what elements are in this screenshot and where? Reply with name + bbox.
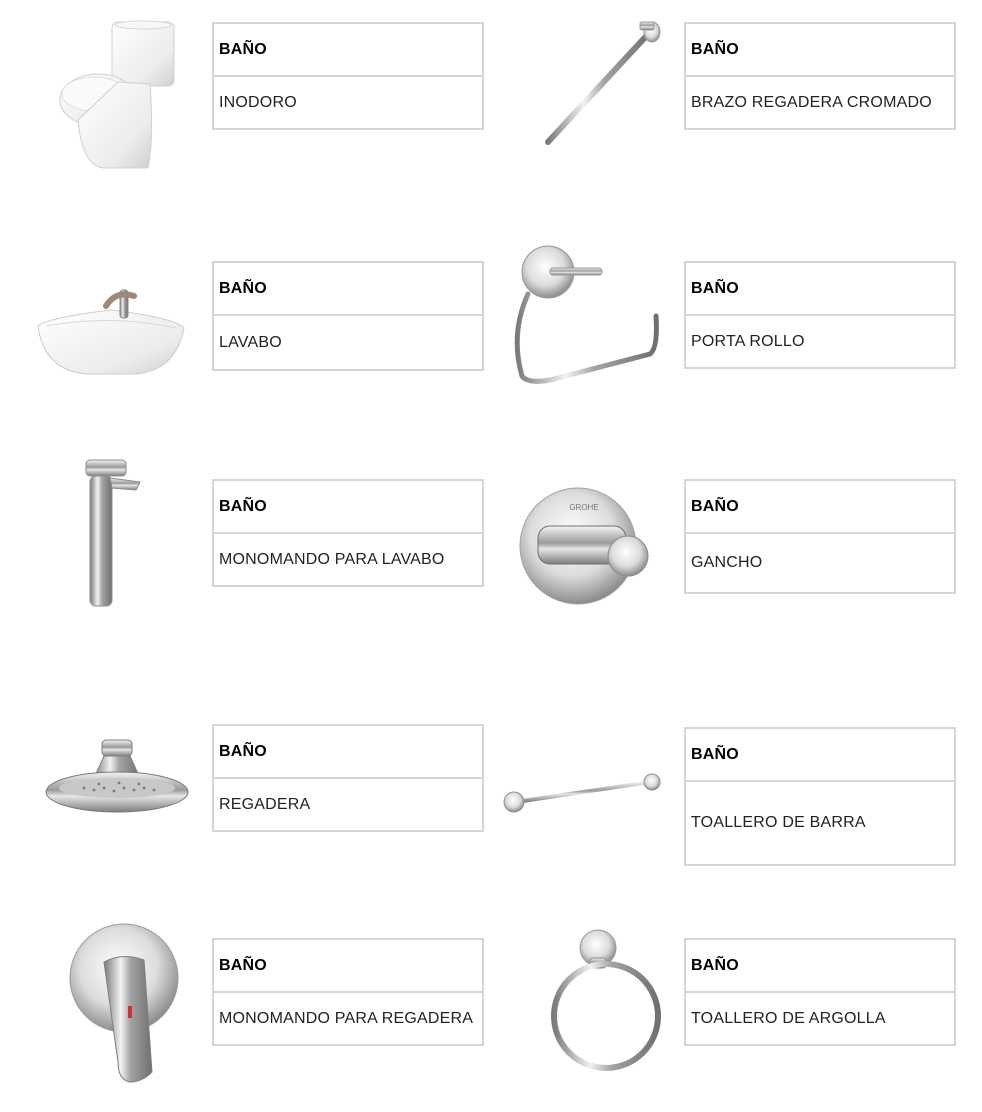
towel-ring-icon — [548, 928, 666, 1080]
product-name: LAVABO — [219, 333, 282, 351]
category-label: BAÑO — [686, 263, 954, 316]
toilet-icon — [58, 20, 180, 172]
towel-bar-icon — [502, 770, 664, 816]
product-name: INODORO — [219, 93, 297, 111]
category-label: BAÑO — [214, 481, 482, 534]
shower-mixer-icon — [58, 922, 190, 1084]
product-table — [684, 479, 956, 594]
product-name: MONOMANDO PARA REGADERA — [219, 1009, 474, 1027]
product-name: BRAZO REGADERA CROMADO — [691, 93, 932, 111]
category-label: BAÑO — [686, 481, 954, 534]
washbasin-icon — [36, 284, 186, 378]
product-table — [212, 22, 484, 130]
category-label: BAÑO — [686, 729, 954, 782]
product-table — [684, 22, 956, 130]
category-label: BAÑO — [214, 263, 482, 316]
category-label: BAÑO — [686, 940, 954, 993]
product-table — [212, 724, 484, 832]
product-table — [684, 727, 956, 866]
basin-mixer-icon — [84, 458, 144, 608]
product-name: GANCHO — [691, 554, 763, 571]
product-name: MONOMANDO PARA LAVABO — [219, 550, 445, 568]
toilet-roll-holder-icon — [510, 244, 660, 386]
brand-mark: GROHE — [569, 503, 599, 512]
product-table — [212, 479, 484, 587]
product-table — [212, 261, 484, 371]
product-name: TOALLERO DE ARGOLLA — [691, 1009, 886, 1027]
robe-hook-icon — [518, 484, 652, 608]
category-label: BAÑO — [214, 24, 482, 77]
product-table — [684, 938, 956, 1046]
category-label: BAÑO — [686, 24, 954, 77]
product-table — [212, 938, 484, 1046]
shower-arm-icon — [540, 18, 666, 150]
product-table — [684, 261, 956, 369]
shower-head-icon — [44, 738, 190, 816]
product-name: REGADERA — [219, 795, 311, 813]
category-label: BAÑO — [214, 726, 482, 779]
product-name: PORTA ROLLO — [691, 332, 805, 350]
product-name: TOALLERO DE BARRA — [691, 814, 866, 831]
category-label: BAÑO — [214, 940, 482, 993]
